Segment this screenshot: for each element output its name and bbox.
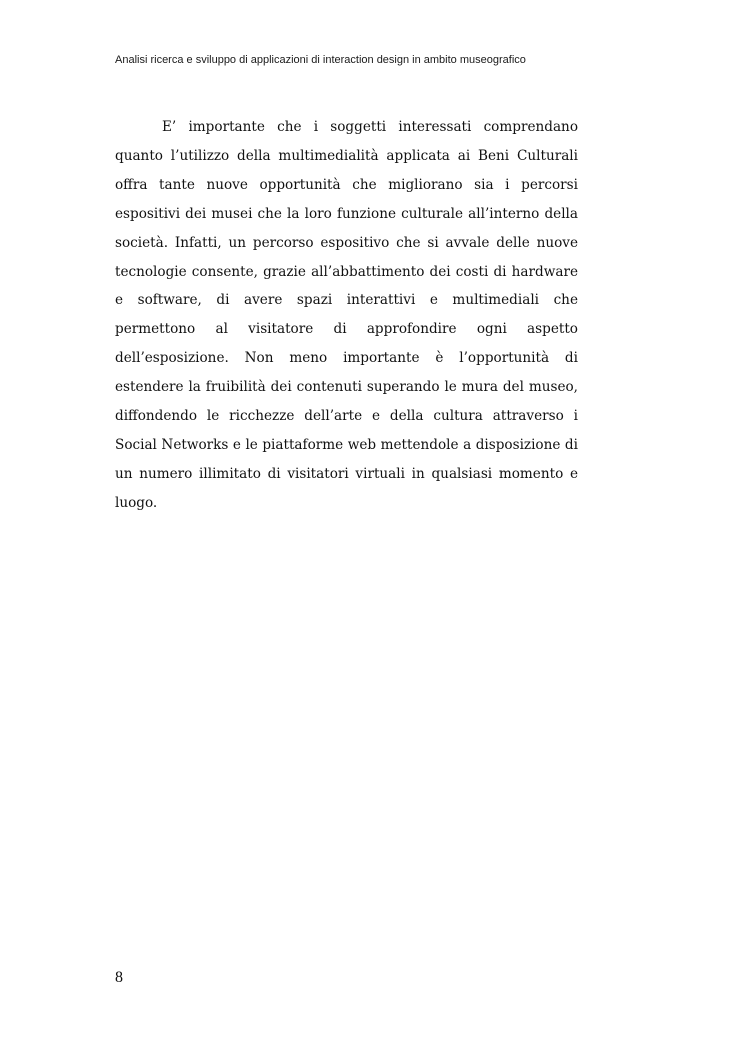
body-paragraph: E’ importante che i soggetti interessati comprendano quanto l’utilizzo della multimedialità applicata ai Beni Culturali offra tante nuove opportunità che migliorano sia i percorsi espositivi dei musei che la loro funzione culturale all’interno della società. Infatti, un percorso espositivo che si avvale delle nuove tecnologie consente, grazie all’abbattimento dei costi di hardware e software, di avere spazi interattivi e multimediali che permettono al visitatore di approfondire ogni aspetto dell’esposizione. Non meno importante è l’opportunità di estendere la fruibilità dei contenuti superando le mura del museo, diffondendo le ricchezze dell’arte e della cultura attraverso i Social Networks e le piattaforme web mettendole a disposizione di un numero illimitato di visitatori virtuali in qualsiasi momento e luogo. xyxy=(115,119,578,511)
page-number: 8 xyxy=(115,969,123,986)
running-header: Analisi ricerca e sviluppo di applicazioni di interaction design in ambito museografico xyxy=(115,54,526,66)
